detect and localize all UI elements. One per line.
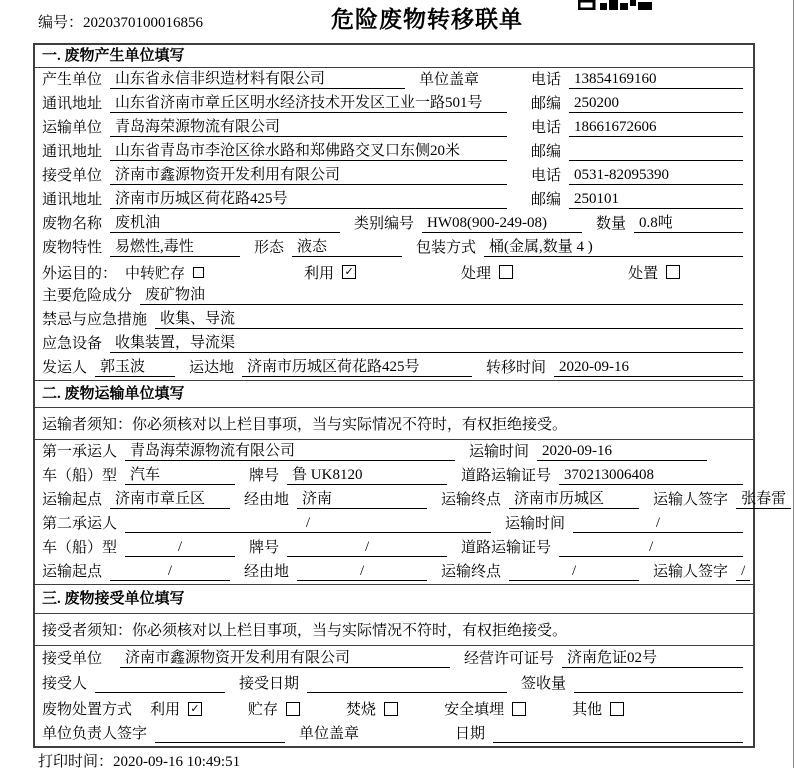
waste-props-value: 易燃性,毒性 (110, 238, 240, 257)
shipper-value: 郭玉波 (95, 358, 175, 377)
section-transport-title: 二. 废物运输单位填写 (35, 381, 753, 408)
purpose-option-transfer (125, 262, 204, 283)
producer-address-value: 山东省济南市章丘区明水经济技术开发区工业一路501号 (110, 94, 507, 113)
taboo-label: 禁忌与应急措施 (42, 312, 148, 328)
row-equipment (35, 332, 753, 356)
producer-phone-label: 电话 (531, 72, 562, 88)
route2-sign-value: / (736, 562, 750, 581)
transfer-time-label: 转移时间 (486, 360, 547, 376)
producer-label: 产生单位 (42, 72, 103, 88)
waste-form-label: 形态 (254, 240, 285, 256)
section-producer-title: 一. 废物产生单位填写 (35, 45, 753, 68)
page-title: 危险废物转移联单 (331, 7, 523, 32)
route2-start-label: 运输起点 (42, 564, 103, 580)
receiver-label: 接受单位 (42, 168, 103, 184)
producer-seal-label: 单位盖章 (419, 72, 480, 88)
section-receive-title: 三. 废物接受单位填写 (35, 585, 753, 614)
responsible-sign-value (155, 725, 285, 743)
row-acceptor (35, 671, 753, 696)
transporter-phone-label: 电话 (531, 120, 562, 136)
waste-props-label: 废物特性 (42, 240, 103, 256)
vehicle1-plate-value: 鲁 UK8120 (287, 466, 447, 485)
vehicle2-plate-value: / (287, 538, 447, 557)
shipper-label: 发运人 (42, 360, 88, 376)
signed-qty-value (574, 675, 743, 693)
receiver-phone-label: 电话 (531, 168, 562, 184)
route2-end-value: / (509, 562, 639, 581)
responsible-sign-label: 单位负责人签字 (42, 726, 148, 742)
carrier2-time-label: 运输时间 (504, 516, 565, 532)
disposal-option-incinerate-label: 焚烧 (346, 702, 377, 718)
receive-license-label: 经营许可证号 (464, 651, 555, 667)
receiver-phone-value: 0531-82095390 (569, 166, 743, 185)
taboo-value: 收集、导流 (155, 310, 743, 329)
purpose-transfer-checkbox (193, 267, 204, 278)
row-vehicle2 (35, 536, 753, 560)
purpose-option-utilize (304, 262, 356, 283)
vehicle1-plate-label: 牌号 (249, 468, 280, 484)
purpose-option-treat-label: 处理 (461, 265, 492, 282)
vehicle1-license-label: 道路运输证号 (461, 468, 552, 484)
unit-seal-label: 单位盖章 (299, 726, 360, 742)
row-hazard (35, 284, 753, 308)
carrier2-label: 第二承运人 (42, 516, 118, 532)
receiver-address-value: 济南市历城区荷花路425号 (110, 190, 507, 209)
route1-end-value: 济南市历城区 (509, 490, 639, 509)
vehicle1-type-label: 车（船）型 (42, 468, 118, 484)
producer-phone-value: 13854169160 (569, 70, 743, 89)
transport-notice: 运输者须知：你必须核对以上栏目事项，当与实际情况不符时，有权拒绝接受。 (35, 408, 753, 440)
print-time-label: 打印时间： (38, 754, 114, 770)
carrier1-time-label: 运输时间 (469, 444, 530, 460)
carrier1-label: 第一承运人 (42, 444, 118, 460)
purpose-option-treat (461, 262, 513, 283)
producer-zip-value: 250200 (569, 94, 743, 113)
receiver-value: 济南市鑫源物资开发利用有限公司 (110, 166, 507, 185)
waste-code-label: 类别编号 (354, 216, 415, 232)
row-route1 (35, 488, 787, 512)
signed-qty-label: 签收量 (521, 676, 567, 692)
row-waste-name (35, 212, 753, 236)
carrier2-time-value: / (573, 514, 743, 533)
equipment-label: 应急设备 (42, 336, 103, 352)
checkbox-mark: ✓ (344, 266, 354, 278)
row-producer (35, 68, 753, 92)
purpose-utilize-checkbox (342, 265, 356, 279)
waste-name-label: 废物名称 (42, 216, 103, 232)
row-waste-props (35, 236, 753, 260)
disposal-utilize-checkbox (188, 702, 202, 716)
route1-sign-label: 运输人签字 (653, 492, 729, 508)
vehicle2-plate-label: 牌号 (249, 540, 280, 556)
transporter-address-value: 山东省青岛市李沧区徐水路和郑佛路交叉口东侧20米 (110, 142, 507, 161)
waste-qty-value: 0.8吨 (634, 214, 743, 233)
section-receive (35, 584, 753, 746)
transporter-value: 青岛海荣源物流有限公司 (110, 118, 507, 137)
waste-qty-label: 数量 (596, 216, 627, 232)
disposal-option-other (572, 698, 624, 719)
carrier2-value: / (125, 514, 491, 533)
carrier1-time-value: 2020-09-16 (537, 442, 707, 461)
destination-label: 运达地 (189, 360, 235, 376)
row-receiver-address (35, 188, 753, 212)
disposal-landfill-checkbox (512, 702, 526, 716)
producer-address-label: 通讯地址 (42, 96, 103, 112)
row-producer-address (35, 92, 753, 116)
disposal-other-checkbox (610, 702, 624, 716)
vehicle2-type-label: 车（船）型 (42, 540, 118, 556)
producer-value: 山东省永信非织造材料有限公司 (110, 70, 405, 89)
route1-via-value: 济南 (297, 490, 427, 509)
route1-start-label: 运输起点 (42, 492, 103, 508)
purpose-option-transfer-label: 中转贮存 (125, 265, 186, 282)
vehicle2-license-label: 道路运输证号 (461, 540, 552, 556)
receive-unit-value: 济南市鑫源物资开发利用有限公司 (120, 649, 450, 668)
waste-pack-value: 桶(金属,数量 4 ) (484, 238, 743, 257)
receive-notice: 接受者须知：你必须核对以上栏目事项，当与实际情况不符时，有权拒绝接受。 (35, 614, 753, 646)
disposal-option-store (248, 698, 300, 719)
receive-license-value: 济南危证02号 (562, 649, 743, 668)
vehicle1-license-value: 370213006408 (559, 466, 743, 485)
disposal-option-incinerate (346, 698, 398, 719)
receiver-zip-label: 邮编 (531, 192, 562, 208)
row-shipper (35, 356, 753, 380)
transporter-address-label: 通讯地址 (42, 144, 103, 160)
acceptor-label: 接受人 (42, 676, 88, 692)
manifest-form (33, 43, 787, 748)
receiver-zip-value: 250101 (569, 190, 743, 209)
route2-end-label: 运输终点 (441, 564, 502, 580)
route2-sign-label: 运输人签字 (653, 564, 729, 580)
purpose-label: 外运目的： (42, 265, 118, 282)
purpose-dispose-checkbox (666, 265, 680, 279)
row-purpose (35, 260, 753, 284)
row-responsible-sign (35, 721, 753, 746)
disposal-incinerate-checkbox (384, 702, 398, 716)
route1-via-label: 经由地 (244, 492, 290, 508)
disposal-label: 废物处置方式 (42, 702, 133, 718)
disposal-option-landfill (444, 698, 526, 719)
destination-value: 济南市历城区荷花路425号 (242, 358, 472, 377)
purpose-option-utilize-label: 利用 (304, 265, 335, 282)
row-carrier2 (35, 512, 753, 536)
row-disposal (35, 696, 753, 721)
qr-code-partial-icon (578, 0, 654, 10)
accept-date-label: 接受日期 (239, 676, 300, 692)
row-taboo (35, 308, 753, 332)
print-time-value: 2020-09-16 10:49:51 (113, 754, 241, 770)
acceptor-value (95, 675, 225, 693)
disposal-option-store-label: 贮存 (248, 702, 279, 718)
row-receive-unit (35, 646, 753, 671)
hazard-label: 主要危险成分 (42, 288, 133, 304)
transporter-zip-label: 邮编 (531, 144, 562, 160)
checkbox-mark: ✓ (190, 702, 200, 715)
accept-date-value (307, 675, 507, 693)
serial-number: 2020370100016856 (83, 15, 204, 31)
route2-start-value: / (110, 562, 230, 581)
route1-start-value: 济南市章丘区 (110, 490, 230, 509)
transporter-label: 运输单位 (42, 120, 103, 136)
serial-label: 编号： (38, 15, 84, 31)
purpose-treat-checkbox (499, 265, 513, 279)
row-transporter (35, 116, 753, 140)
transporter-zip-value (569, 143, 743, 161)
disposal-option-utilize (150, 698, 202, 719)
receiver-address-label: 通讯地址 (42, 192, 103, 208)
equipment-value: 收集装置，导流渠 (110, 334, 743, 353)
row-receiver (35, 164, 753, 188)
row-vehicle1 (35, 464, 753, 488)
disposal-option-landfill-label: 安全填埋 (444, 702, 505, 718)
page-edge-line (793, 0, 794, 768)
vehicle1-type-value: 汽车 (125, 466, 235, 485)
producer-zip-label: 邮编 (531, 96, 562, 112)
route2-via-value: / (297, 562, 427, 581)
waste-name-value: 废机油 (110, 214, 340, 233)
section-transport (35, 380, 787, 584)
purpose-option-dispose (628, 262, 680, 283)
carrier1-value: 青岛海荣源物流有限公司 (125, 442, 455, 461)
document-serial (38, 11, 203, 32)
section-producer (35, 45, 753, 380)
disposal-store-checkbox (286, 702, 300, 716)
route1-sign-value: 张春雷 (736, 490, 791, 509)
row-transporter-address (35, 140, 753, 164)
transfer-time-value: 2020-09-16 (554, 358, 743, 377)
vehicle2-type-value: / (125, 538, 235, 557)
waste-form-value: 液态 (292, 238, 402, 257)
vehicle2-license-value: / (559, 538, 743, 557)
transporter-phone-value: 18661672606 (569, 118, 743, 137)
row-route2 (35, 560, 753, 584)
receive-unit-label: 接受单位 (42, 651, 103, 667)
sign-date-label: 日期 (454, 726, 485, 742)
route1-end-label: 运输终点 (441, 492, 502, 508)
waste-code-value: HW08(900-249-08) (422, 214, 582, 233)
disposal-option-utilize-label: 利用 (150, 702, 181, 718)
sign-date-value (493, 725, 743, 743)
waste-pack-label: 包装方式 (416, 240, 477, 256)
disposal-option-other-label: 其他 (572, 702, 603, 718)
route2-via-label: 经由地 (244, 564, 290, 580)
hazard-value: 废矿物油 (140, 286, 743, 305)
row-carrier1 (35, 440, 753, 464)
purpose-option-dispose-label: 处置 (628, 265, 659, 282)
